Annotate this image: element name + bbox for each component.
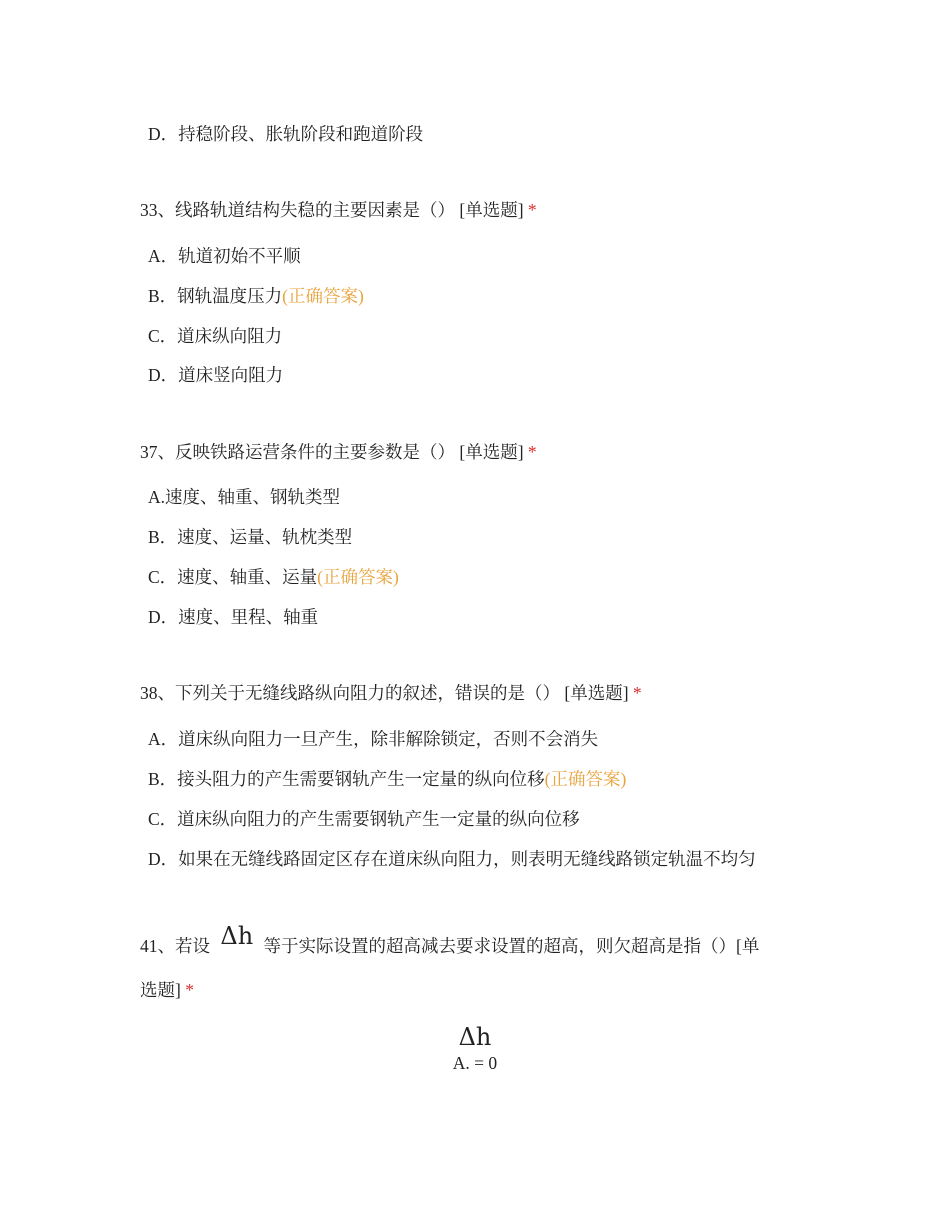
q38-option-b[interactable]	[148, 768, 626, 790]
q33-option-b[interactable]	[148, 285, 364, 307]
option-text: C．道床纵向阻力的产生需要钢轨产生一定量的纵向位移	[148, 809, 580, 829]
option-text: A．轨道初始不平顺	[148, 246, 301, 266]
question-37-title	[140, 441, 537, 463]
q33-option-c[interactable]	[148, 325, 282, 347]
q41-option-a-formula[interactable]	[0, 1022, 950, 1074]
option-text: D．持稳阶段、胀轨阶段和跑道阶段	[148, 124, 424, 144]
option-text: C．速度、轴重、运量	[148, 567, 318, 587]
delta-h-symbol: Δh	[220, 922, 254, 950]
question-text: 33、线路轨道结构失稳的主要因素是（）	[140, 200, 455, 220]
q37-option-d[interactable]	[148, 606, 318, 628]
q38-option-c[interactable]	[148, 808, 580, 830]
question-text-prefix: 41、若设	[140, 936, 210, 956]
option-d-prev-question[interactable]	[148, 123, 423, 145]
delta-h-symbol: Δh	[458, 1023, 492, 1051]
question-33-title	[140, 199, 537, 221]
question-41-title	[140, 922, 760, 961]
required-mark: *	[632, 683, 642, 703]
question-text-continued: 选题]	[140, 980, 181, 1000]
q37-option-b[interactable]	[148, 526, 352, 548]
q37-option-c[interactable]	[148, 566, 399, 588]
question-type-tag: [单选题]	[459, 442, 524, 462]
correct-answer-tag: (正确答案)	[282, 286, 364, 306]
question-type-tag: [单选题]	[564, 683, 629, 703]
q33-option-a[interactable]	[148, 245, 301, 267]
question-text: 37、反映铁路运营条件的主要参数是（）	[140, 442, 455, 462]
option-text: A．道床纵向阻力一旦产生，除非解除锁定，否则不会消失	[148, 729, 599, 749]
required-mark: *	[185, 980, 194, 1000]
option-text: B．速度、运量、轨枕类型	[148, 527, 353, 547]
correct-answer-tag: (正确答案)	[544, 769, 627, 789]
question-text-suffix: 等于实际设置的超高减去要求设置的超高，则欠超高是指（）[单	[263, 936, 760, 956]
option-text: D．如果在无缝线路固定区存在道床纵向阻力，则表明无缝线路锁定轨温不均匀	[148, 849, 756, 869]
option-text: B．接头阻力的产生需要钢轨产生一定量的纵向位移	[148, 769, 545, 789]
q38-option-d[interactable]	[148, 848, 756, 870]
required-mark: *	[527, 200, 537, 220]
question-38-title	[140, 682, 642, 704]
q38-option-a[interactable]	[148, 728, 598, 750]
option-text: A.速度、轴重、钢轨类型	[148, 487, 341, 507]
required-mark: *	[527, 442, 537, 462]
q37-option-a[interactable]	[148, 486, 340, 508]
option-text: D．道床竖向阻力	[148, 365, 284, 385]
option-text: D．速度、里程、轴重	[148, 607, 319, 627]
option-text: B．钢轨温度压力	[148, 286, 283, 306]
correct-answer-tag: (正确答案)	[317, 567, 399, 587]
q33-option-d[interactable]	[148, 364, 283, 386]
question-text: 38、下列关于无缝线路纵向阻力的叙述，错误的是（）	[140, 683, 560, 703]
option-text: A. = 0	[452, 1053, 498, 1073]
question-41-title-line2	[140, 979, 194, 1001]
option-text: C．道床纵向阻力	[148, 326, 283, 346]
question-type-tag: [单选题]	[459, 200, 524, 220]
